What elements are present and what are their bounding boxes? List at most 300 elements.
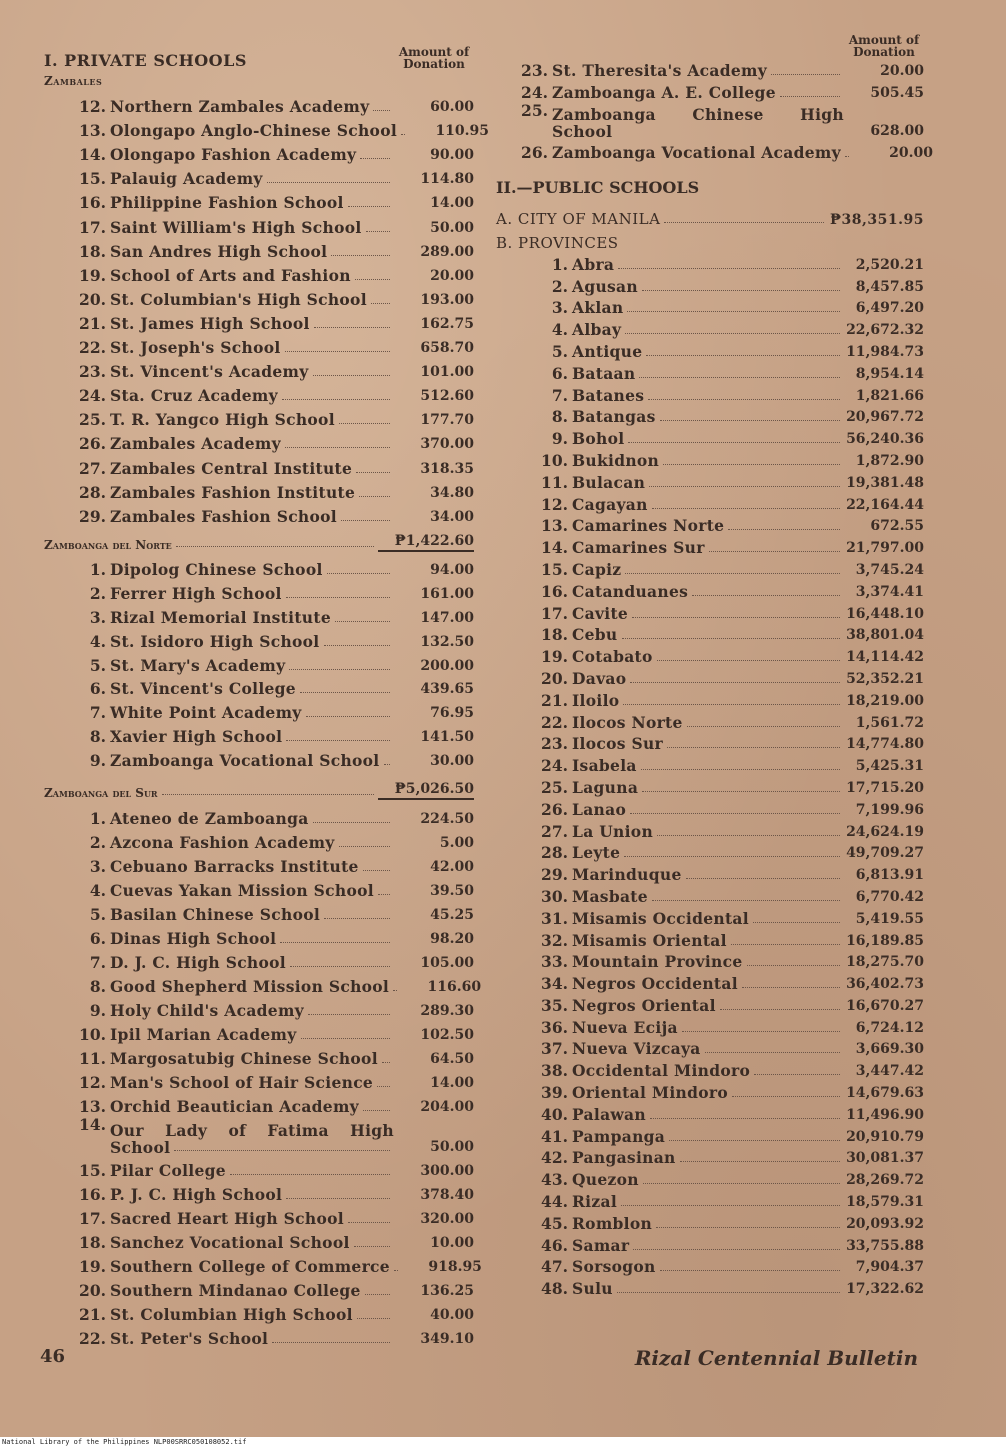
- item-name: Man's School of Hair Science: [110, 1072, 374, 1092]
- item-name: Samar: [572, 1235, 630, 1255]
- item-name: Zamboanga Vocational School: [110, 750, 380, 770]
- item-number: 2.: [551, 276, 568, 296]
- amount-header: Amount of Donation: [848, 33, 920, 59]
- item-amount: 22,164.44: [846, 496, 924, 513]
- city-of-manila-row: A. CITY OF MANILA ₱38,351.95: [496, 210, 924, 228]
- item-name: Cagayan: [572, 494, 648, 514]
- leader-dots: [720, 1009, 840, 1010]
- item-name: Nueva Vizcaya: [572, 1039, 701, 1059]
- item-amount: 161.00: [420, 586, 474, 603]
- item-amount: 14.00: [430, 1074, 474, 1091]
- list-item-wrapped: 25. Zamboanga Chinese High School 628.00: [521, 101, 924, 141]
- item-name: Pilar College: [110, 1160, 226, 1180]
- list-item: [496, 797, 924, 819]
- item-name: St. James High School: [110, 313, 310, 333]
- item-amount: 193.00: [420, 291, 474, 308]
- item-name: St. Vincent's College: [110, 679, 296, 699]
- item-name: Olongapo Anglo-Chinese School: [110, 121, 398, 141]
- item-name: Abra: [572, 254, 615, 274]
- item-number: 41.: [541, 1126, 568, 1146]
- item-amount: 14.00: [430, 195, 474, 212]
- list-item: [44, 828, 474, 852]
- leader-dots: [692, 595, 840, 596]
- item-amount: 8,457.85: [855, 278, 924, 295]
- item-name: La Union: [572, 821, 654, 841]
- leader-dots: [384, 764, 391, 765]
- list-item: [496, 1255, 924, 1277]
- item-name: Laguna: [572, 777, 639, 797]
- leader-dots: [652, 508, 840, 509]
- item-name: Batangas: [572, 407, 656, 427]
- item-amount: 11,984.73: [846, 343, 924, 360]
- item-amount: 40.00: [430, 1306, 474, 1323]
- leader-dots: [327, 573, 390, 574]
- list-item: [44, 746, 474, 770]
- leader-dots: [230, 1174, 390, 1175]
- item-number: 16.: [541, 581, 568, 601]
- item-number: 15.: [79, 169, 106, 189]
- leader-dots: [272, 1342, 390, 1343]
- leader-dots: [753, 922, 840, 923]
- amount-header: Amount of Donation: [398, 45, 470, 71]
- item-number: 48.: [541, 1279, 568, 1299]
- item-amount: 20,910.79: [846, 1128, 924, 1145]
- leader-dots: [705, 1052, 840, 1053]
- item-name: Aklan: [572, 298, 624, 318]
- list-item: [496, 623, 924, 645]
- item-name: Rizal: [572, 1192, 618, 1212]
- item-amount: 439.65: [420, 681, 474, 698]
- item-number: 7.: [89, 703, 106, 723]
- list-item: [44, 1156, 474, 1180]
- list-item: [44, 502, 474, 526]
- item-name: Olongapo Fashion Academy: [110, 145, 357, 165]
- item-amount: 136.25: [420, 1282, 474, 1299]
- item-number: 4.: [551, 320, 568, 340]
- item-number: 15.: [79, 1160, 106, 1180]
- item-amount: 162.75: [420, 315, 474, 332]
- list-item: [44, 429, 474, 453]
- item-number: 29.: [541, 865, 568, 885]
- item-number: 13.: [79, 121, 106, 141]
- leader-dots: [285, 447, 390, 448]
- list-item: [496, 1167, 924, 1189]
- leader-dots: [667, 747, 840, 748]
- list-item: [496, 753, 924, 775]
- list-item: [496, 492, 924, 514]
- item-number: 11.: [541, 472, 568, 492]
- item-amount: 18,579.31: [846, 1194, 924, 1211]
- item-name: Batanes: [572, 385, 645, 405]
- item-name: Quezon: [572, 1170, 639, 1190]
- item-amount: 10.00: [430, 1234, 474, 1251]
- leader-dots: [780, 96, 840, 97]
- item-number: 40.: [541, 1104, 568, 1124]
- item-number: 13.: [79, 1096, 106, 1116]
- leader-dots: [360, 158, 390, 159]
- item-amount: 505.45: [870, 85, 924, 101]
- item-name: St. Theresita's Academy: [552, 61, 768, 80]
- item-amount: 14,114.42: [846, 649, 924, 666]
- left-column-header: [44, 36, 474, 70]
- item-amount: 3,374.41: [855, 583, 924, 600]
- item-amount: 918.95: [428, 1258, 482, 1275]
- item-number: 43.: [541, 1170, 568, 1190]
- leader-dots: [286, 597, 390, 598]
- item-number: 39.: [541, 1083, 568, 1103]
- region-total: ₱5,026.50: [378, 781, 474, 800]
- item-number: 8.: [89, 727, 106, 747]
- leader-dots: [314, 327, 390, 328]
- leader-dots: [627, 311, 840, 312]
- leader-dots: [642, 791, 840, 792]
- item-name: Palawan: [572, 1104, 646, 1124]
- leader-dots: [621, 1205, 840, 1206]
- item-name: Bataan: [572, 363, 636, 383]
- item-number: 10.: [79, 1024, 106, 1044]
- item-amount: 94.00: [430, 562, 474, 579]
- list-item: [44, 188, 474, 212]
- leader-dots: [656, 1227, 840, 1228]
- region-total: ₱1,422.60: [378, 533, 474, 552]
- item-name: Southern Mindanao College: [110, 1280, 361, 1300]
- list-item: [44, 876, 474, 900]
- item-amount: 18,219.00: [846, 692, 924, 709]
- leader-dots: [642, 290, 840, 291]
- item-name: St. Peter's School: [110, 1328, 269, 1348]
- item-name: D. J. C. High School: [110, 952, 286, 972]
- item-amount: 49,709.27: [846, 845, 924, 862]
- list-item: [496, 1080, 924, 1102]
- item-name: Isabela: [572, 756, 637, 776]
- leader-dots: [732, 1096, 840, 1097]
- list-item: [496, 993, 924, 1015]
- item-amount: 21,797.00: [846, 540, 924, 557]
- item-amount: 1,872.90: [855, 452, 924, 469]
- item-number: 33.: [541, 952, 568, 972]
- item-number: 21.: [79, 1304, 106, 1324]
- item-number: 4.: [89, 631, 106, 651]
- item-number: 22.: [79, 338, 106, 358]
- leader-dots: [324, 918, 390, 919]
- list-item: [44, 237, 474, 261]
- item-number: 18.: [541, 625, 568, 645]
- leader-dots: [280, 942, 390, 943]
- list-item: [44, 405, 474, 429]
- item-number: 14.: [79, 145, 106, 165]
- provinces-list: [496, 252, 924, 1298]
- item-number: 7.: [551, 385, 568, 405]
- list-item: [44, 1276, 474, 1300]
- list-item: [44, 972, 482, 996]
- item-name: Camarines Norte: [572, 516, 725, 536]
- item-name: St. Isidoro High School: [110, 631, 320, 651]
- item-number: 17.: [79, 217, 106, 237]
- item-amount: 20,967.72: [846, 409, 924, 426]
- list-item: [496, 819, 924, 841]
- list-item: [44, 357, 474, 381]
- list-item: [44, 140, 474, 164]
- item-number: 17.: [79, 1208, 106, 1228]
- item-name: Zambales Academy: [110, 434, 281, 454]
- item-name: Ferrer High School: [110, 584, 282, 604]
- leader-dots: [623, 704, 840, 705]
- item-name: Pangasinan: [572, 1148, 676, 1168]
- leader-dots: [682, 1031, 840, 1032]
- item-name: Sacred Heart High School: [110, 1208, 344, 1228]
- list-item: [44, 453, 474, 477]
- item-name: Capiz: [572, 559, 622, 579]
- item-number: 22.: [541, 712, 568, 732]
- item-name: Pampanga: [572, 1126, 666, 1146]
- item-amount: 289.30: [420, 1002, 474, 1019]
- item-name: Negros Oriental: [572, 995, 716, 1015]
- item-amount: 8,954.14: [855, 365, 924, 382]
- item-name: Cebuano Barracks Institute: [110, 856, 359, 876]
- item-number: 18.: [79, 241, 106, 261]
- leader-dots: [357, 1318, 390, 1319]
- section-title-public-schools: II.—PUBLIC SCHOOLS: [496, 178, 700, 197]
- leader-dots: [365, 1294, 390, 1295]
- item-amount: 300.00: [420, 1162, 474, 1179]
- item-amount: 658.70: [420, 340, 474, 357]
- item-number: 20.: [79, 1280, 106, 1300]
- item-number: 17.: [541, 603, 568, 623]
- item-name: San Andres High School: [110, 241, 328, 261]
- list-item: [44, 92, 474, 116]
- item-amount: 36,402.73: [846, 976, 924, 993]
- item-name: Orchid Beautician Academy: [110, 1096, 359, 1116]
- list-item: [496, 1015, 924, 1037]
- item-amount: 76.95: [430, 705, 474, 722]
- item-number: 9.: [89, 750, 106, 770]
- item-amount: 22,672.32: [846, 322, 924, 339]
- item-number: 5.: [89, 655, 106, 675]
- list-item: [44, 996, 474, 1020]
- item-amount: 34.00: [430, 508, 474, 525]
- list-item: [44, 261, 474, 285]
- item-amount: 30.00: [430, 752, 474, 769]
- item-name: Margosatubig Chinese School: [110, 1048, 378, 1068]
- list-item: [496, 514, 924, 536]
- item-amount: 11,496.90: [846, 1106, 924, 1123]
- item-amount: 132.50: [420, 633, 474, 650]
- list-item: [496, 971, 924, 993]
- list-item: [496, 928, 924, 950]
- list-item: [44, 285, 474, 309]
- list-item: [496, 950, 924, 972]
- item-name: Azcona Fashion Academy: [110, 832, 335, 852]
- list-item: [496, 426, 924, 448]
- item-number: 5.: [89, 904, 106, 924]
- item-amount: 17,322.62: [846, 1281, 924, 1298]
- item-amount: 5,425.31: [855, 758, 924, 775]
- item-name: Cavite: [572, 603, 629, 623]
- item-amount: 5,419.55: [855, 910, 924, 927]
- zamboanga-del-norte-list: [44, 556, 474, 770]
- item-name: Camarines Sur: [572, 538, 705, 558]
- item-number: 44.: [541, 1192, 568, 1212]
- zamboanga-del-sur-list-right: [496, 58, 924, 102]
- list-item: [496, 140, 933, 162]
- left-column: [44, 36, 490, 1348]
- leader-dots: [300, 692, 390, 693]
- leader-dots: [632, 617, 840, 618]
- list-item: [44, 948, 474, 972]
- list-item: [496, 383, 924, 405]
- item-number: 32.: [541, 930, 568, 950]
- leader-dots: [709, 551, 840, 552]
- list-item: [496, 1124, 924, 1146]
- item-number: 16.: [79, 1184, 106, 1204]
- item-number: 6.: [551, 363, 568, 383]
- list-item: [496, 274, 924, 296]
- list-item: [44, 804, 474, 828]
- item-number: 25.: [79, 410, 106, 430]
- leader-dots: [660, 1270, 840, 1271]
- leader-dots: [348, 206, 390, 207]
- list-item: [44, 924, 474, 948]
- leader-dots: [289, 669, 390, 670]
- leader-dots: [301, 1038, 390, 1039]
- list-item: [44, 333, 474, 357]
- list-item: [44, 579, 474, 603]
- list-item: [496, 1233, 924, 1255]
- leader-dots: [339, 423, 390, 424]
- item-name: Bohol: [572, 429, 625, 449]
- item-amount: 3,447.42: [855, 1063, 924, 1080]
- item-amount: 7,199.96: [855, 801, 924, 818]
- item-name: Cuevas Yakan Mission School: [110, 880, 374, 900]
- item-number: 27.: [541, 821, 568, 841]
- item-number: 19.: [541, 647, 568, 667]
- leader-dots: [622, 638, 840, 639]
- list-item: [496, 601, 924, 623]
- leader-dots: [628, 442, 840, 443]
- list-item: [496, 339, 924, 361]
- list-item: [496, 1058, 924, 1080]
- item-name: Palauig Academy: [110, 169, 263, 189]
- list-item: [496, 841, 924, 863]
- item-amount: 204.00: [420, 1098, 474, 1115]
- item-name: Cotabato: [572, 647, 653, 667]
- item-amount: 16,189.85: [846, 932, 924, 949]
- leader-dots: [331, 255, 390, 256]
- item-name: Zamboanga A. E. College: [552, 83, 776, 102]
- leader-dots: [363, 1110, 390, 1111]
- leader-dots: [643, 1183, 840, 1184]
- list-item: [44, 309, 474, 333]
- list-item: [496, 405, 924, 427]
- item-number: 3.: [551, 298, 568, 318]
- item-number: 3.: [89, 856, 106, 876]
- scan-caption: National Library of the Philippines NLP00SRRC050108052.tif: [0, 1437, 1006, 1448]
- leader-dots: [687, 726, 840, 727]
- item-amount: 5.00: [439, 834, 474, 851]
- item-name: Southern College of Commerce: [110, 1256, 390, 1276]
- leader-dots: [618, 268, 840, 269]
- item-name: Ipil Marian Academy: [110, 1024, 297, 1044]
- zamboanga-del-sur-list-continued: [44, 1156, 482, 1348]
- item-name: Basilan Chinese School: [110, 904, 321, 924]
- list-item: [496, 1146, 924, 1168]
- item-number: 21.: [541, 690, 568, 710]
- item-amount: 512.60: [420, 388, 474, 405]
- item-number: 21.: [79, 313, 106, 333]
- item-name: Romblon: [572, 1213, 653, 1233]
- leader-dots: [356, 472, 390, 473]
- item-amount: 17,715.20: [846, 779, 924, 796]
- right-column-header: [496, 33, 924, 59]
- leader-dots: [286, 740, 390, 741]
- item-number: 24.: [541, 756, 568, 776]
- list-item: [496, 470, 924, 492]
- item-number: 9.: [89, 1000, 106, 1020]
- list-item: [44, 698, 474, 722]
- item-name: Misamis Occidental: [572, 908, 749, 928]
- list-item: [44, 556, 474, 580]
- item-name: Philippine Fashion School: [110, 193, 344, 213]
- item-amount: 6,497.20: [855, 300, 924, 317]
- list-item: [496, 862, 924, 884]
- item-name: St. Joseph's School: [110, 338, 281, 358]
- item-name: Sanchez Vocational School: [110, 1232, 350, 1252]
- list-item: [44, 212, 474, 236]
- region-label-zambales: Zambales: [44, 74, 103, 88]
- list-item: [44, 478, 474, 502]
- leader-dots: [728, 529, 840, 530]
- item-amount: 105.00: [420, 954, 474, 971]
- item-name: Northern Zambales Academy: [110, 97, 370, 117]
- item-amount: 3,669.30: [855, 1041, 924, 1058]
- item-name: Zamboanga Vocational Academy: [552, 143, 841, 162]
- list-item: [496, 1037, 924, 1059]
- item-number: 4.: [89, 880, 106, 900]
- item-name: Occidental Mindoro: [572, 1061, 751, 1081]
- item-number: 42.: [541, 1148, 568, 1168]
- list-item: [44, 381, 474, 405]
- item-number: 8.: [89, 976, 106, 996]
- item-number: 5.: [551, 341, 568, 361]
- list-item: [496, 296, 924, 318]
- leader-dots: [306, 716, 390, 717]
- list-item: [496, 1189, 924, 1211]
- item-amount: 64.50: [430, 1050, 474, 1067]
- item-amount: 114.80: [420, 171, 474, 188]
- item-amount: 38,801.04: [846, 627, 924, 644]
- item-amount: 30,081.37: [846, 1150, 924, 1167]
- list-item: [44, 1252, 482, 1276]
- leader-dots: [624, 856, 840, 857]
- item-number: 24.: [79, 386, 106, 406]
- item-name: Zambales Fashion School: [110, 506, 337, 526]
- item-number: 20.: [79, 289, 106, 309]
- item-name: Antique: [572, 341, 643, 361]
- item-name: White Point Academy: [110, 703, 302, 723]
- item-name: Bukidnon: [572, 450, 660, 470]
- item-name: Rizal Memorial Institute: [110, 608, 331, 628]
- item-name: Sulu: [572, 1279, 613, 1299]
- leader-dots: [339, 846, 390, 847]
- item-number: 16.: [79, 193, 106, 213]
- item-amount: 14,774.80: [846, 736, 924, 753]
- leader-dots: [341, 520, 390, 521]
- item-amount: 110.95: [435, 123, 490, 140]
- leader-dots: [731, 944, 840, 945]
- item-name: Xavier High School: [110, 727, 283, 747]
- leader-dots: [680, 1161, 840, 1162]
- item-number: 6.: [89, 679, 106, 699]
